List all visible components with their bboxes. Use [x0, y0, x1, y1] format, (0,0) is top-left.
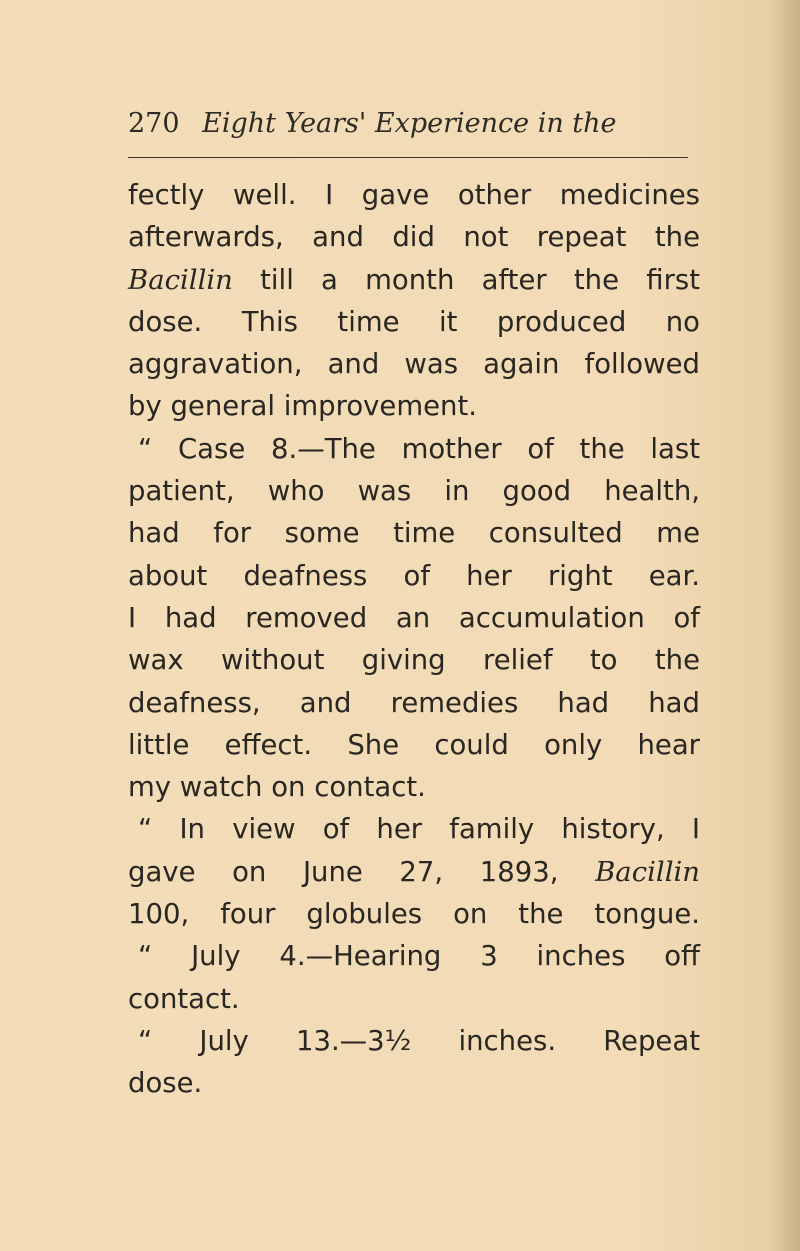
- text-line: my watch on contact.: [128, 771, 426, 804]
- text-line: dose. This time it produced no: [128, 305, 700, 338]
- text-line: by general improvement.: [128, 390, 478, 423]
- running-title: Eight Years' Experience in the: [202, 108, 617, 139]
- text-line: about deafness of her right ear.: [128, 559, 700, 592]
- text-line: “ July 4.—Hearing 3 inches off: [138, 940, 700, 973]
- text-line: dose.: [128, 1067, 203, 1100]
- text-line: wax without giving relief to the: [128, 644, 700, 677]
- text-line: I had removed an accumulation of: [128, 601, 700, 634]
- text-line: Bacillin till a month after the first: [128, 263, 700, 296]
- text-line: patient, who was in good health,: [128, 475, 700, 508]
- text-line: 100, four globules on the tongue.: [128, 898, 700, 931]
- text-line: aggravation, and was again followed: [128, 348, 700, 381]
- body-text: [128, 174, 700, 1105]
- header-rule: [128, 157, 688, 158]
- italic-term: Bacillin: [595, 855, 700, 888]
- text-line: “ July 13.—3½ inches. Repeat: [138, 1024, 700, 1057]
- text-line: “ In view of her family history, I: [138, 813, 700, 846]
- text-line: had for some time consulted me: [128, 517, 700, 550]
- text-line: fectly well. I gave other medicines: [128, 179, 700, 211]
- text-line: deafness, and remedies had had: [128, 686, 700, 719]
- text-line: gave on June 27, 1893, Bacillin: [128, 855, 700, 888]
- italic-term: Bacillin: [128, 263, 233, 296]
- page-number: 270: [128, 108, 180, 139]
- page-header: [128, 104, 617, 144]
- text-line: little effect. She could only hear: [128, 728, 700, 761]
- text-line: afterwards, and did not repeat the: [128, 221, 700, 254]
- text-line: “ Case 8.—The mother of the last: [138, 432, 700, 465]
- text-line: contact.: [128, 982, 240, 1015]
